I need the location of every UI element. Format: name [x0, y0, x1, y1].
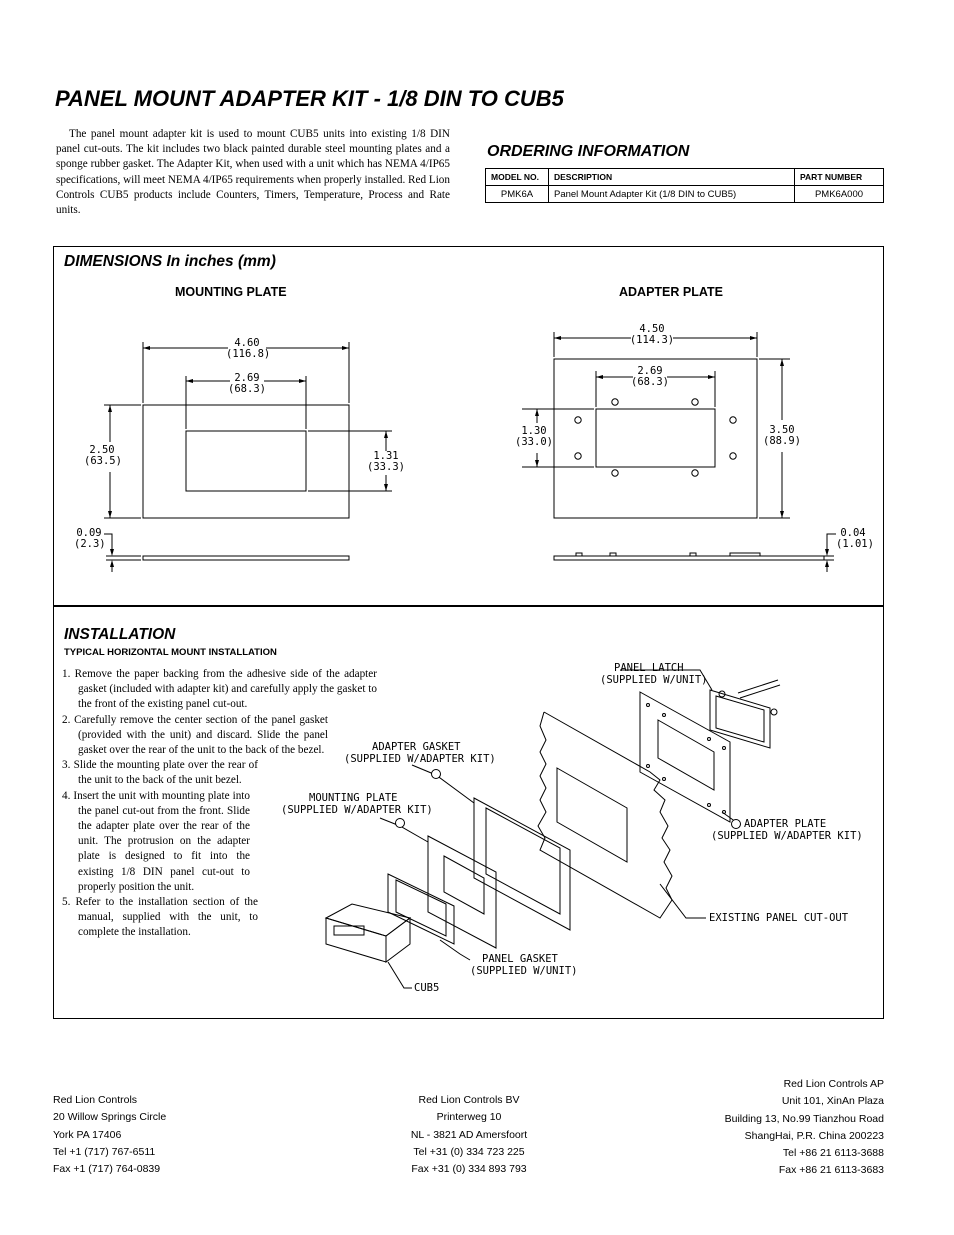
list-item: 3. Slide the mounting plate over the rear of the unit to the back of the unit bezel. — [62, 759, 258, 787]
panel-cutout — [557, 768, 627, 862]
dim-mounting-width: 4.60 (116.8) — [226, 337, 271, 360]
callout-adapter-plate: ADAPTER PLATE — [744, 818, 827, 830]
callout-cub5: CUB5 — [414, 982, 440, 994]
dim-adapter-cutout-height: 1.30 (33.0) — [515, 425, 553, 448]
address-nl: Red Lion Controls BV Printerweg 10 NL - 3821 AD Amersfoort Tel +31 (0) 334 723 225 Fax +31 (0) 334 893 793 — [410, 1094, 528, 1176]
model-cell: PMK6A — [486, 186, 549, 203]
panel-latch-part — [710, 690, 770, 748]
installation-title: INSTALLATION — [64, 626, 176, 643]
callout-existing-panel: EXISTING PANEL CUT-OUT — [709, 912, 849, 924]
installation-subtitle: TYPICAL HORIZONTAL MOUNT INSTALLATION — [64, 647, 277, 658]
dim-adapter-thickness: 0.04 (1.01) — [836, 527, 874, 550]
dimensions-title: DIMENSIONS In inches (mm) — [64, 253, 276, 270]
dim-mounting-thickness: 0.09 (2.3) — [74, 527, 106, 550]
dim-adapter-width: 4.50 (114.3) — [629, 323, 675, 346]
list-item: 1. Remove the paper backing from the adhesive side of the adapter gasket (included with adapter kit) and carefully apply the gasket to the front of the existing panel cut-out. — [62, 668, 377, 711]
callout-panel-latch: PANEL LATCH (SUPPLIED W/UNIT) — [600, 662, 708, 686]
list-item: 2. Carefully remove the center section of the panel gasket (provided with the unit) and discard. Slide the panel gasket over the rear of the unit to the back of the bezel. — [62, 713, 328, 757]
list-item: 4. Insert the unit with mounting plate into the panel cut-out from the front. Slide the adapter plate over the rear of the unit. The protrusion on the adapter plate is designed to fit into the existing 1/8 DIN panel cut-out to properly position the unit. — [62, 789, 250, 893]
mounting-plate-label: MOUNTING PLATE — [175, 285, 287, 299]
callout-adapter-gasket: ADAPTER GASKET (SUPPLIED W/ADAPTER KIT) — [344, 741, 496, 765]
callout-mounting-plate: MOUNTING PLATE (SUPPLIED W/ADAPTER KIT) — [281, 792, 433, 816]
address-cn: Red Lion Controls AP Unit 101, XinAn Plaza Building 13, No.99 Tianzhou Road ShangHai, P.R. China 200223 Tel +86 21 6113-3688 Fax +86 21 6113-3683 — [724, 1078, 884, 1177]
callout-adapter-plate-note: (SUPPLIED W/ADAPTER KIT) — [711, 830, 863, 842]
address-us: Red Lion Controls 20 Willow Springs Circle York PA 17406 Tel +1 (717) 767-6511 Fax +1 (717) 764-0839 — [53, 1094, 167, 1176]
dim-mounting-height: 2.50 (63.5) — [84, 444, 122, 467]
intro-paragraph: The panel mount adapter kit is used to mount CUB5 units into existing 1/8 DIN panel cut-outs. The kit includes two black painted durable steel mounting plates and a sponge rubber gasket. The Adapter Kit, when used with a unit which has NEMA 4/IP65 specifications, will meet NEMA 4/IP65 requirements when properly installed. Red Lion Controls CUB5 products include Counters, Timers, Temperature, Process and Rate units. — [56, 128, 450, 217]
col-model: MODEL NO. — [486, 169, 549, 186]
list-item: 5. Refer to the installation section of the manual, supplied with the unit, to complete the installation. — [62, 896, 258, 939]
ordering-title: ORDERING INFORMATION — [487, 143, 690, 160]
col-description: DESCRIPTION — [549, 169, 795, 186]
adapter-gasket-part — [474, 798, 570, 930]
cub5-part — [326, 918, 386, 962]
dim-mounting-cutout: 2.69 (68.3) — [228, 372, 266, 395]
existing-panel — [538, 712, 672, 918]
part-cell: PMK6A000 — [795, 186, 884, 203]
col-part: PART NUMBER — [795, 169, 884, 186]
description-cell: Panel Mount Adapter Kit (1/8 DIN to CUB5) — [549, 186, 795, 203]
callout-panel-gasket: PANEL GASKET (SUPPLIED W/UNIT) — [470, 953, 578, 977]
page-title: PANEL MOUNT ADAPTER KIT - 1/8 DIN TO CUB5 — [55, 86, 564, 111]
dim-mounting-cutout-height: 1.31 (33.3) — [367, 450, 405, 473]
adapter-plate-label: ADAPTER PLATE — [619, 285, 723, 299]
dim-adapter-cutout: 2.69 (68.3) — [631, 365, 669, 388]
dim-adapter-height: 3.50 (88.9) — [763, 424, 801, 447]
